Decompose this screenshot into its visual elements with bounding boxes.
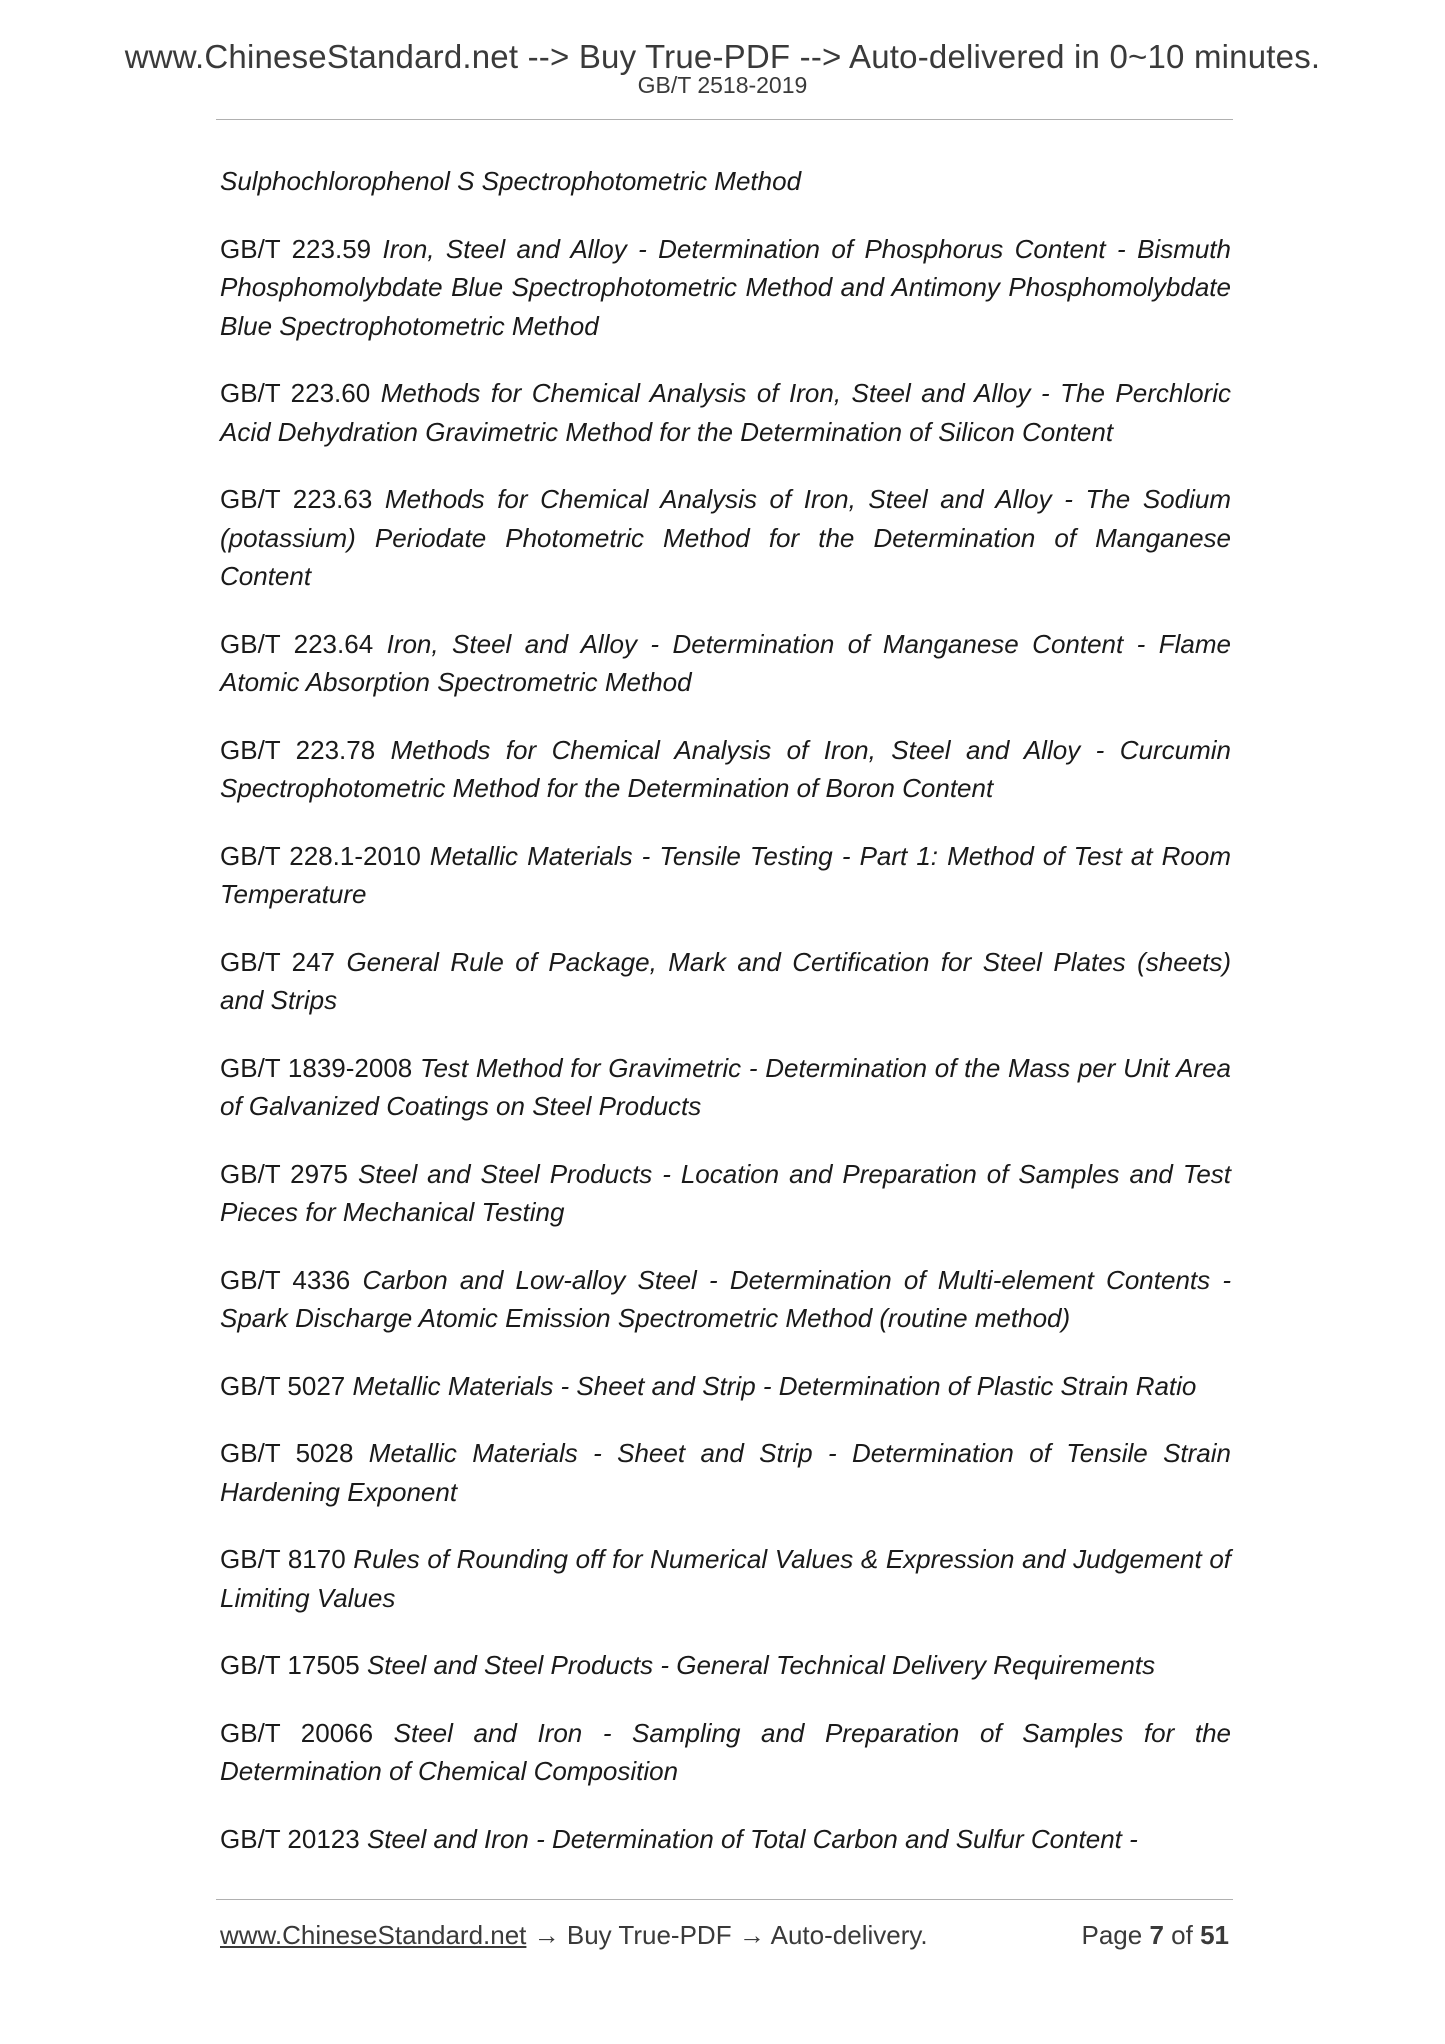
entry-container <box>220 230 1231 1859</box>
reference-entry <box>220 837 1231 914</box>
page-current: 7 <box>1149 1920 1164 1950</box>
standard-code: GB/T 5028 <box>220 1438 354 1468</box>
page-number <box>1081 1918 1229 1952</box>
standard-code: GB/T 2975 <box>220 1158 348 1189</box>
standard-title: Steel and Iron - Determination of Total Carbon and Sulfur Content - <box>366 1823 1138 1854</box>
standard-title: Metallic Materials - Sheet and Strip - Determination of Tensile Strain Hardening Exponent <box>220 1438 1231 1507</box>
reference-entry <box>220 1820 1231 1859</box>
reference-entry <box>220 1049 1231 1126</box>
standard-title: Iron, Steel and Alloy - Determination of Manganese Content - Flame Atomic Absorption Spectrometric Method <box>220 628 1231 697</box>
standard-code: GB/T 8170 <box>220 1544 346 1574</box>
standard-title: Steel and Steel Products - General Technical Delivery Requirements <box>366 1650 1156 1680</box>
reference-entry <box>220 1434 1231 1511</box>
standard-code: GB/T 223.63 <box>220 484 373 514</box>
standard-code: GB/T 20123 <box>220 1823 360 1854</box>
standard-title: Methods for Chemical Analysis of Iron, Steel and Alloy - The Sodium (potassium) Periodate Photometric Method for the Determination of Manganese Content <box>220 484 1231 591</box>
standard-code: GB/T 223.60 <box>220 378 371 408</box>
page-of: of <box>1171 1920 1193 1950</box>
standard-title: Methods for Chemical Analysis of Iron, Steel and Alloy - The Perchloric Acid Dehydration Gravimetric Method for the Determination of Silicon Content <box>220 378 1231 447</box>
standard-code: GB/T 17505 <box>220 1650 360 1680</box>
standard-title: Metallic Materials - Sheet and Strip - Determination of Plastic Strain Ratio <box>352 1370 1197 1401</box>
reference-entry <box>220 1646 1231 1685</box>
reference-entry <box>220 1155 1231 1232</box>
reference-entry <box>220 1261 1231 1338</box>
standard-code: GB/T 1839-2008 <box>220 1052 413 1083</box>
standard-title: Carbon and Low-alloy Steel - Determination of Multi-element Contents - Spark Discharge Atomic Emission Spectrometric Method (routine method) <box>220 1264 1231 1333</box>
delivery-text: Auto-delivery. <box>770 1920 928 1950</box>
standard-title: General Rule of Package, Mark and Certification for Steel Plates (sheets) and Strips <box>220 946 1231 1015</box>
reference-entry <box>220 480 1231 596</box>
buy-text: Buy True-PDF <box>566 1920 732 1950</box>
standard-title: Rules of Rounding off for Numerical Values & Expression and Judgement of Limiting Values <box>220 1544 1232 1613</box>
footer-divider <box>216 1899 1233 1900</box>
standard-code: GB/T 228.1-2010 <box>220 840 421 871</box>
reference-entry <box>220 374 1231 451</box>
footer-links <box>220 1918 928 1952</box>
reference-entry <box>220 230 1231 346</box>
standard-code: GB/T 223.59 <box>220 233 372 264</box>
arrow-icon: → <box>533 1920 560 1950</box>
reference-entry <box>220 943 1231 1020</box>
document-code: GB/T 2518-2019 <box>637 72 808 98</box>
standard-title: Test Method for Gravimetric - Determination of the Mass per Unit Area of Galvanized Coatings on Steel Products <box>220 1052 1231 1121</box>
reference-entry <box>220 731 1231 808</box>
arrow-icon: → <box>738 1920 765 1950</box>
standard-title: Steel and Steel Products - Location and Preparation of Samples and Test Pieces for Mechanical Testing <box>220 1158 1232 1227</box>
site-link[interactable]: www.ChineseStandard.net <box>220 1920 527 1950</box>
page-total: 51 <box>1200 1920 1229 1950</box>
standard-title: Methods for Chemical Analysis of Iron, Steel and Alloy - Curcumin Spectrophotometric Method for the Determination of Boron Content <box>220 734 1231 803</box>
standard-code: GB/T 223.64 <box>220 628 374 659</box>
standard-code: GB/T 247 <box>220 946 336 977</box>
standard-title: Iron, Steel and Alloy - Determination of Phosphorus Content - Bismuth Phosphomolybdate Blue Spectrophotometric Method and Antimony Phosphomolybdate Blue Spectrophotometric Method <box>220 233 1231 341</box>
page-label: Page <box>1081 1920 1143 1950</box>
reference-entry <box>220 1540 1231 1617</box>
reference-entry <box>220 1367 1231 1406</box>
standard-title: Steel and Iron - Sampling and Preparation of Samples for the Determination of Chemical Composition <box>220 1717 1231 1786</box>
standard-code: GB/T 20066 <box>220 1717 374 1748</box>
continued-entry-text: Sulphochlorophenol S Spectrophotometric Method <box>220 166 802 196</box>
reference-entry <box>220 625 1231 702</box>
reference-entry <box>220 1714 1231 1791</box>
standard-code: GB/T 4336 <box>220 1264 351 1295</box>
standard-title: Metallic Materials - Tensile Testing - Part 1: Method of Test at Room Temperature <box>220 840 1231 909</box>
header-banner: www.ChineseStandard.net --> Buy True-PDF --> Auto-delivered in 0~10 minutes. <box>124 38 1321 75</box>
header-divider <box>216 119 1233 120</box>
standard-code: GB/T 223.78 <box>220 734 376 765</box>
reference-list <box>220 162 1231 1887</box>
standard-code: GB/T 5027 <box>220 1370 346 1401</box>
